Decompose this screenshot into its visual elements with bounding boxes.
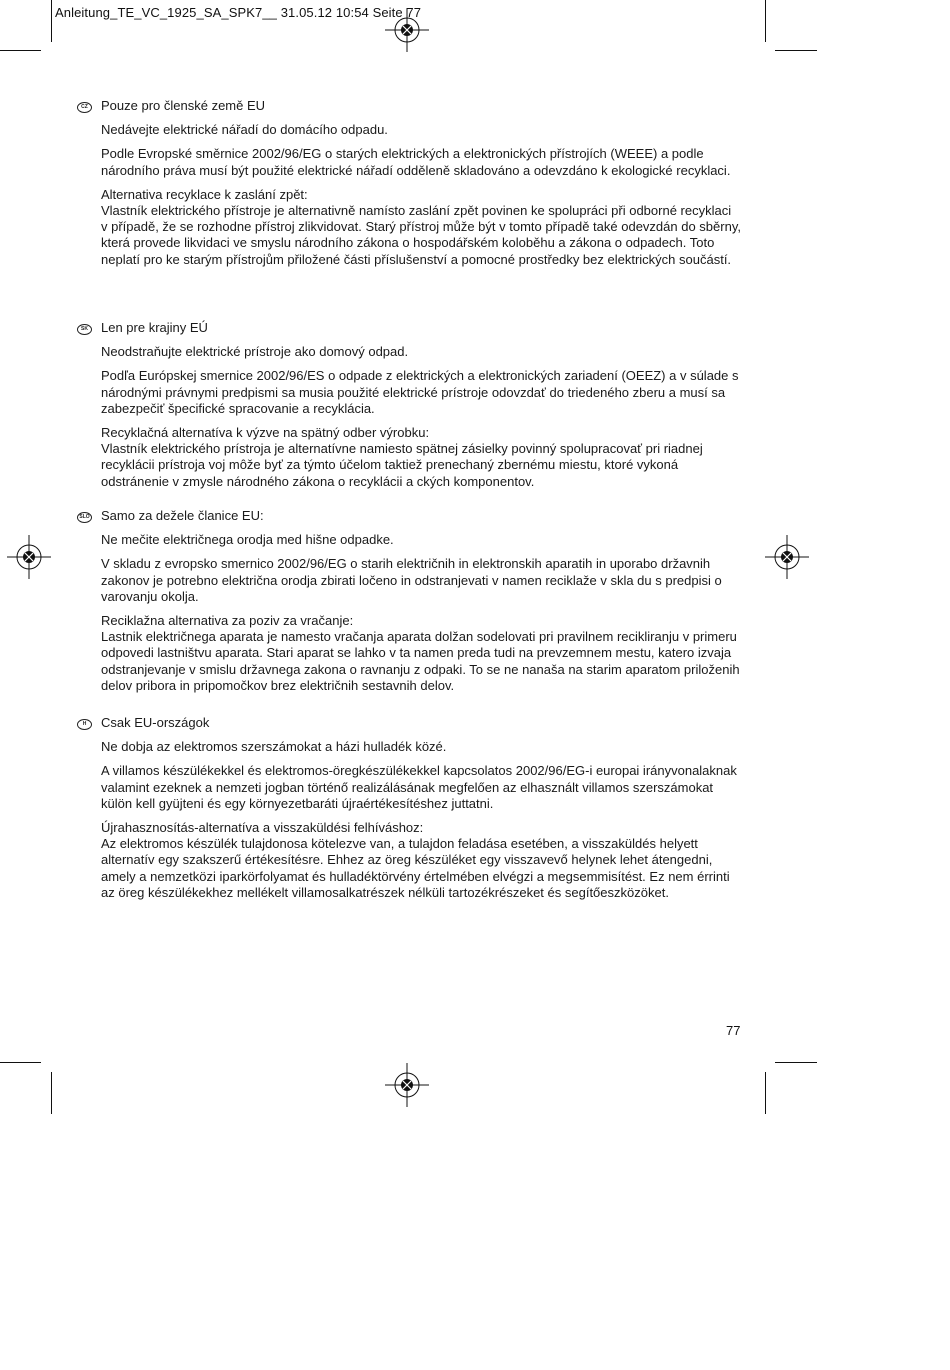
language-badge-cz: CZ — [77, 102, 92, 113]
disposal-notice: Nedávejte elektrické nářadí do domácího odpadu. — [101, 122, 388, 138]
alternative-heading: Alternativa recyklace k zaslání zpět: — [101, 186, 308, 202]
section-title: Csak EU-országok — [101, 715, 210, 730]
crop-mark — [775, 1062, 817, 1063]
alternative-text: Vlastník elektrického prístroja je alternatívne namiesto spätnej zásielky povinný spolupracovať pri riadnej recyklácii prístroja voj môže byť za týmto účelom taktiež prenechaný zbernému miestu, ktoré vykoná odstránenie v zmysle národného zákona o recyklácii a ckých komponentov. — [101, 441, 703, 489]
alternative-heading: Reciklažna alternativa za poziv za vračanje: — [101, 613, 354, 629]
alternative-text: Az elektromos készülék tulajdonosa kötelezve van, a tulajdon feladása esetében, a visszaküldés helyett alternatív egy szakszerű értékesítésre. Ehhez az öreg készüléket egy visszavevő helynek lehet átengedni, amely a nemzetközi iparkörfolyamat és hulladéktörvény értelmében elvégzi a megsemmisítést. Ez nem érrinti az öreg készülékekhez mellékelt villamosalkatrészek nélküli tartozékrészeket és segítőeszközöket. — [101, 836, 730, 900]
directive-paragraph: A villamos készülékekkel és elektromos-öregkészülékekkel kapcsolatos 2002/96/EG-i europai irányvonalaknak valamint ezeknek a nemzeti jogban történő realizálásának megfelően az elhasznált villamos szerszámokat külön kell gyüjteni és egy környezetbaráti újraértékesítéshez juttatni. — [101, 763, 737, 811]
directive-paragraph: Podľa Európskej smernice 2002/96/ES o odpade z elektrických a elektronických zariadení (OEEZ) a v súlade s národnými právnymi predpismi sa musia použité elektrické prístroje odovzdať do triedeného zberu a musí sa zabezpečiť špecifické spracovanie a recyklácia. — [101, 368, 739, 416]
crop-mark — [51, 0, 52, 42]
disposal-notice: Ne mečite električnega orodja med hišne odpadke. — [101, 532, 394, 548]
crop-mark — [765, 1072, 766, 1114]
print-slug: Anleitung_TE_VC_1925_SA_SPK7__ 31.05.12 10:54 Seite 77 — [55, 5, 422, 20]
registration-mark-icon — [7, 535, 51, 579]
alternative-text: Lastnik električnega aparata je namesto vračanja aparata dolžan sodelovati pri pravilnem recikliranju v primeru odpovedi lastništvu aparata. Stari aparat se lahko v ta namen preda tudi na prevzemnem mestu, katero izvaja odstranjevanje v smislu državnega zakona o ravnanju z odpaki. To se ne nanaša na starim aparatom priloženih delov pribora in pripomočkov brez električnih sestavnih delov. — [101, 629, 740, 693]
language-badge-h: H — [77, 719, 92, 730]
section-cz — [101, 98, 741, 268]
registration-mark-icon — [765, 535, 809, 579]
crop-mark — [0, 50, 41, 51]
alternative-text: Vlastník elektrického přístroje je alternativně namísto zaslání zpět povinen ke spolupráci při odborné recyklaci v případě, že se rozhodne přístroj zlikvidovat. Starý přístroj může být v tomto případě také odevzdán do sběrny, která provede likvidaci ve smyslu národního zákona o hospodářském koloběhu a zákona o odpadech. Toto neplatí pro ke starým přístrojům přiložené části příslušenství a pomocné prostředky bez elektrických součástí. — [101, 203, 741, 267]
section-title: Pouze pro členské země EU — [101, 98, 266, 113]
directive-paragraph: Podle Evropské směrnice 2002/96/EG o starých elektrických a elektronických přístrojích (WEEE) a podle národního práva musí být použité elektrické nářadí odděleně skladováno a odevzdáno k ekologické recyklaci. — [101, 146, 731, 178]
crop-mark — [765, 0, 766, 42]
section-sk — [101, 320, 741, 490]
disposal-notice: Neodstraňujte elektrické prístroje ako domový odpad. — [101, 344, 409, 360]
crop-mark — [0, 1062, 41, 1063]
section-title: Samo za dežele članice EU: — [101, 508, 264, 523]
alternative-heading: Recyklačná alternatíva k výzve na spätný odber výrobku: — [101, 425, 430, 441]
registration-mark-icon — [385, 1063, 429, 1107]
disposal-notice: Ne dobja az elektromos szerszámokat a házi hulladék közé. — [101, 739, 447, 755]
registration-mark-icon — [385, 8, 429, 52]
crop-mark — [775, 50, 817, 51]
language-badge-sk: SK — [77, 324, 92, 335]
page-number: 77 — [726, 1023, 741, 1038]
section-h — [101, 715, 741, 901]
section-title: Len pre krajiny EÚ — [101, 320, 208, 335]
section-slo — [101, 508, 741, 694]
alternative-heading: Újrahasznosítás-alternatíva a visszaküldési felhíváshoz: — [101, 820, 424, 836]
language-badge-slo: SLO — [77, 512, 92, 523]
directive-paragraph: V skladu z evropsko smernico 2002/96/EG o starih električnih in elektronskih aparatih in uporabo državnih zakonov je potrebno električna orodja zbirati ločeno in odstranjevati v namen reciklaže v skla du s predpisi o varovanju okolja. — [101, 556, 722, 604]
crop-mark — [51, 1072, 52, 1114]
